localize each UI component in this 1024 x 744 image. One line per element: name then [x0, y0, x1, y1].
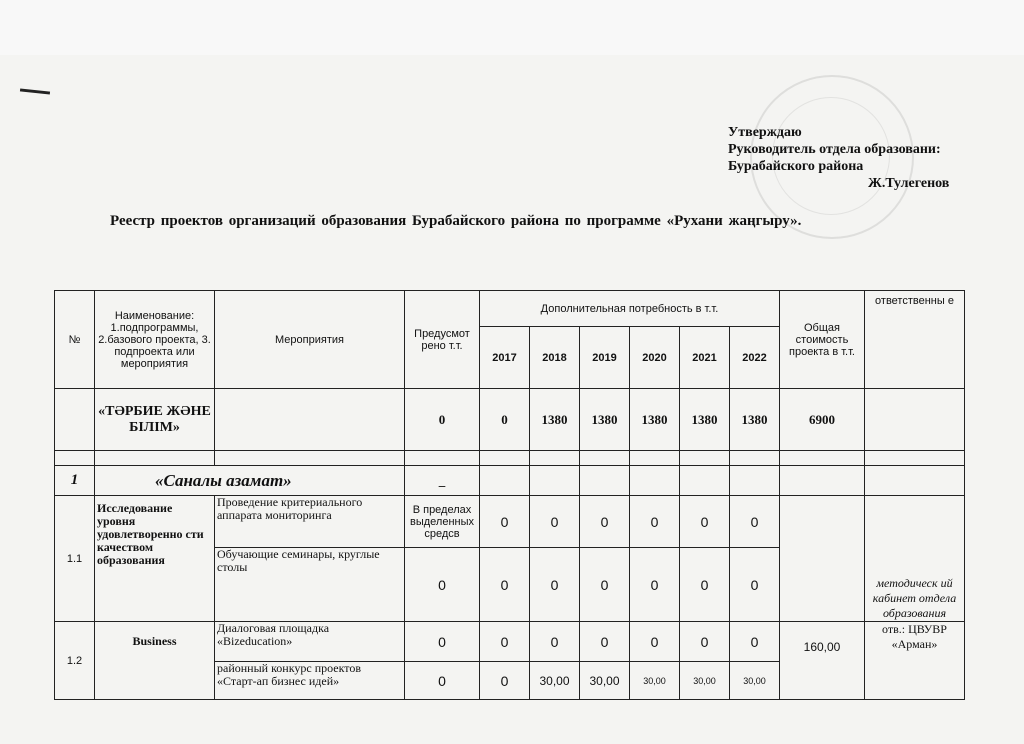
measure-cell: Проведение критериального аппарата мониторинга [215, 496, 405, 548]
measure-cell: Диалоговая площадка «Bizeducation» [215, 622, 405, 662]
value-cell: 30,00 [680, 662, 730, 700]
program-total: 6900 [780, 389, 865, 451]
cell [780, 451, 865, 466]
cell [630, 466, 680, 496]
pen-mark [20, 88, 50, 94]
header-responsible: ответственны е [865, 291, 965, 389]
value-cell: 0 [680, 496, 730, 548]
approval-line: Утверждаю [728, 125, 802, 140]
approval-district: Бурабайского района [728, 159, 864, 174]
cell [215, 451, 405, 466]
value-cell: 0 [480, 548, 530, 622]
planned-cell: 0 [405, 622, 480, 662]
value-cell: 0 [530, 548, 580, 622]
value-cell: 0 [480, 496, 530, 548]
program-value: 1380 [630, 389, 680, 451]
registry-table [54, 290, 965, 700]
header-name: Наименование: 1.подпрограммы, 2.базового проекта, 3. подпроекта или мероприятия [95, 291, 215, 389]
value-cell: 0 [630, 548, 680, 622]
group-name: Исследование уровня удовлетворенно сти качеством образования [95, 496, 215, 622]
cell [630, 451, 680, 466]
cell [865, 466, 965, 496]
cell [780, 466, 865, 496]
program-planned: 0 [405, 389, 480, 451]
cell [405, 451, 480, 466]
cell [730, 466, 780, 496]
value-cell: 0 [580, 496, 630, 548]
header-planned: Предусмот рено т.т. [405, 291, 480, 389]
table-row [55, 496, 965, 548]
value-cell: 30,00 [580, 662, 630, 700]
document-title: Реестр проектов организаций образования Бурабайского района по программе «Рухани жаңгыру». [110, 213, 802, 229]
planned-cell: В пределах выделенных средсв [405, 496, 480, 548]
program-value: 1380 [580, 389, 630, 451]
header-year: 2019 [580, 327, 630, 389]
cell [580, 466, 630, 496]
planned-cell: 0 [405, 662, 480, 700]
value-cell: 0 [730, 622, 780, 662]
header-year: 2021 [680, 327, 730, 389]
value-cell: 0 [730, 496, 780, 548]
table-row [55, 622, 965, 662]
header-additional: Дополнительная потребность в т.т. [480, 291, 780, 327]
section-num: 1 [55, 466, 95, 496]
cell [730, 451, 780, 466]
group-name: Business [95, 622, 215, 700]
header-measures: Мероприятия [215, 291, 405, 389]
program-value: 1380 [530, 389, 580, 451]
cell [580, 451, 630, 466]
section-planned: _ [405, 466, 480, 496]
value-cell: 0 [730, 548, 780, 622]
measure-cell: районный конкурс проектов «Старт-ап бизнес идей» [215, 662, 405, 700]
value-cell: 0 [680, 622, 730, 662]
header-total: Общая стоимость проекта в т.т. [780, 291, 865, 389]
value-cell: 0 [480, 662, 530, 700]
measure-cell: Обучающие семинары, круглые столы [215, 548, 405, 622]
group-num: 1.2 [55, 622, 95, 700]
cell [480, 451, 530, 466]
value-cell: 30,00 [530, 662, 580, 700]
value-cell: 0 [580, 548, 630, 622]
section-name: «Саналы азамат» [95, 466, 405, 496]
value-cell: 0 [630, 496, 680, 548]
value-cell: 0 [530, 496, 580, 548]
program-responsible [865, 389, 965, 451]
cell [865, 451, 965, 466]
header-year: 2017 [480, 327, 530, 389]
approval-block [728, 124, 1018, 192]
value-cell: 30,00 [730, 662, 780, 700]
program-num [55, 389, 95, 451]
program-name: «ТӘРБИЕ ЖӘНЕ БІЛІМ» [95, 389, 215, 451]
cell [530, 451, 580, 466]
program-value: 1380 [730, 389, 780, 451]
cell [95, 451, 215, 466]
total-cell: 160,00 [780, 622, 865, 700]
header-num: № [55, 291, 95, 389]
section-row [55, 466, 965, 496]
approval-position: Руководитель отдела образовани: [728, 142, 941, 157]
value-cell: 0 [530, 622, 580, 662]
header-year: 2020 [630, 327, 680, 389]
scan-top-margin [0, 0, 1024, 55]
group-num: 1.1 [55, 496, 95, 622]
program-measures [215, 389, 405, 451]
program-value: 1380 [680, 389, 730, 451]
value-cell: 0 [480, 622, 530, 662]
approval-signer: Ж.Тулегенов [868, 176, 950, 191]
responsible-cell: методическ ий кабинет отдела образования [865, 496, 965, 622]
planned-cell: 0 [405, 548, 480, 622]
header-year: 2022 [730, 327, 780, 389]
spacer-row [55, 451, 965, 466]
responsible-cell: отв.: ЦВУВР «Арман» [865, 622, 965, 700]
header-row [55, 291, 965, 327]
value-cell: 0 [580, 622, 630, 662]
header-year: 2018 [530, 327, 580, 389]
cell [680, 451, 730, 466]
value-cell: 0 [630, 622, 680, 662]
cell [680, 466, 730, 496]
program-row [55, 389, 965, 451]
value-cell: 0 [680, 548, 730, 622]
value-cell: 30,00 [630, 662, 680, 700]
program-value: 0 [480, 389, 530, 451]
total-cell [780, 496, 865, 622]
cell [530, 466, 580, 496]
cell [480, 466, 530, 496]
cell [55, 451, 95, 466]
